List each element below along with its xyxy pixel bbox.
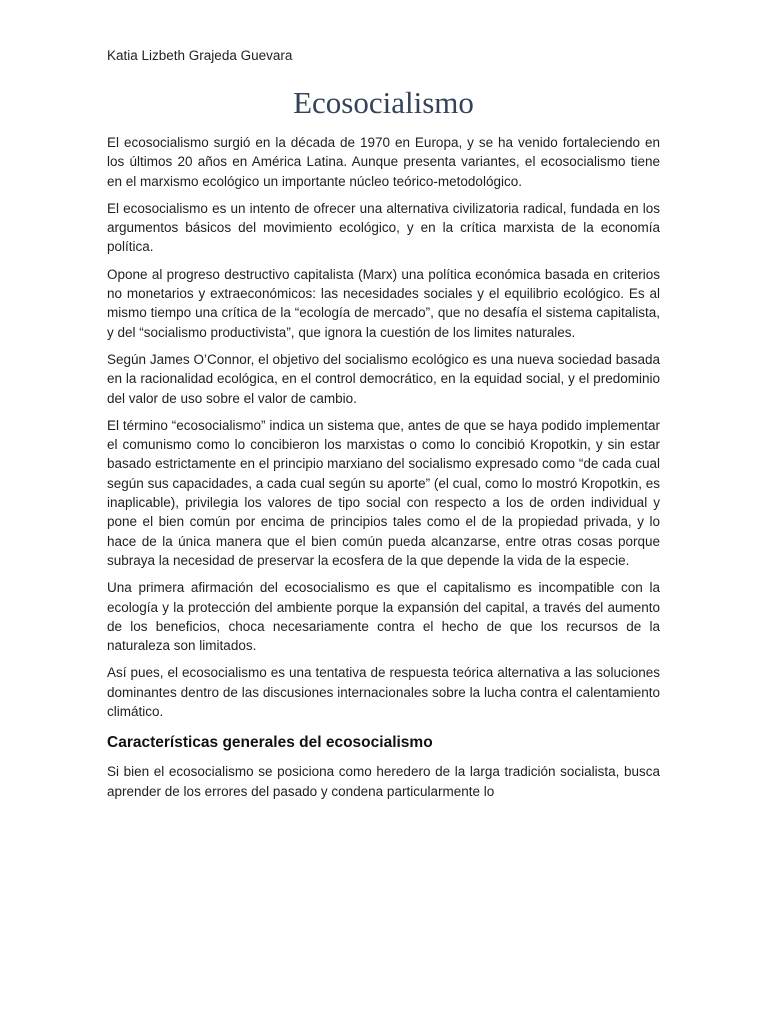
paragraph-4: Según James O’Connor, el objetivo del socialismo ecológico es una nueva sociedad basada en la racionalidad ecológica, en el control democrático, en la equidad social, y el predominio del valor de uso sobre el valor de cambio. xyxy=(107,351,660,406)
section-heading: Características generales del ecosocialismo xyxy=(107,734,433,752)
paragraph-7: Así pues, el ecosocialismo es una tentativa de respuesta teórica alternativa a las soluciones dominantes dentro de las discusiones internacionales sobre la lucha contra el calentamiento climático. xyxy=(107,665,660,720)
paragraph-6: Una primera afirmación del ecosocialismo es que el capitalismo es incompatible con la ecología y la protección del ambiente porque la expansión del capital, a través del aumento de los beneficios, choca necesariamente contra el hecho de que los recursos de la naturaleza son limitados. xyxy=(107,580,660,654)
paragraph-1: El ecosocialismo surgió en la década de 1970 en Europa, y se ha venido fortaleciendo en los últimos 20 años en América Latina. Aunque presenta variantes, el ecosocialismo tiene en el marxismo ecológico un importante núcleo teórico-metodológico. xyxy=(107,135,660,189)
paragraph-3: Opone al progreso destructivo capitalista (Marx) una política económica basada en criterios no monetarios y extraeconómicos: las necesidades sociales y el equilibrio ecológico. Es al mismo tiempo una crítica de la “ecología de mercado”, que no desafía el sistema capitalista, y del “socialismo productivista”, que ignora la cuestión de los limites naturales. xyxy=(107,266,660,340)
paragraph-5: El término “ecosocialismo” indica un sistema que, antes de que se haya podido implementar el comunismo como lo concibieron los marxistas o como lo concibió Kropotkin, y sin estar basado estrictamente en el principio marxiano del socialismo expresado como “de cada cual según sus capacidades, a cada cual según su aporte” (el cual, como lo mostró Kropotkin, es inaplicable), privilegia los valores de tipo social con respecto a los de orden individual y pone el bien común por encima de principios tales como el de la propiedad privada, y lo hace de la única manera que el bien común pueda alcanzarse, entre otras cosas porque subraya la necesidad de preservar la ecosfera de la que depende la vida de la especie. xyxy=(107,417,660,568)
paragraph-2: El ecosocialismo es un intento de ofrecer una alternativa civilizatoria radical, fundada en los argumentos básicos del movimiento ecológico, y en la crítica marxista de la economía política. xyxy=(107,200,660,255)
author-name: Katia Lizbeth Grajeda Guevara xyxy=(107,48,293,63)
document-page xyxy=(107,46,660,809)
section-paragraph: Si bien el ecosocialismo se posiciona como heredero de la larga tradición socialista, busca aprender de los errores del pasado y condena particularmente lo xyxy=(107,764,660,799)
document-title: Ecosocialismo xyxy=(293,85,474,120)
